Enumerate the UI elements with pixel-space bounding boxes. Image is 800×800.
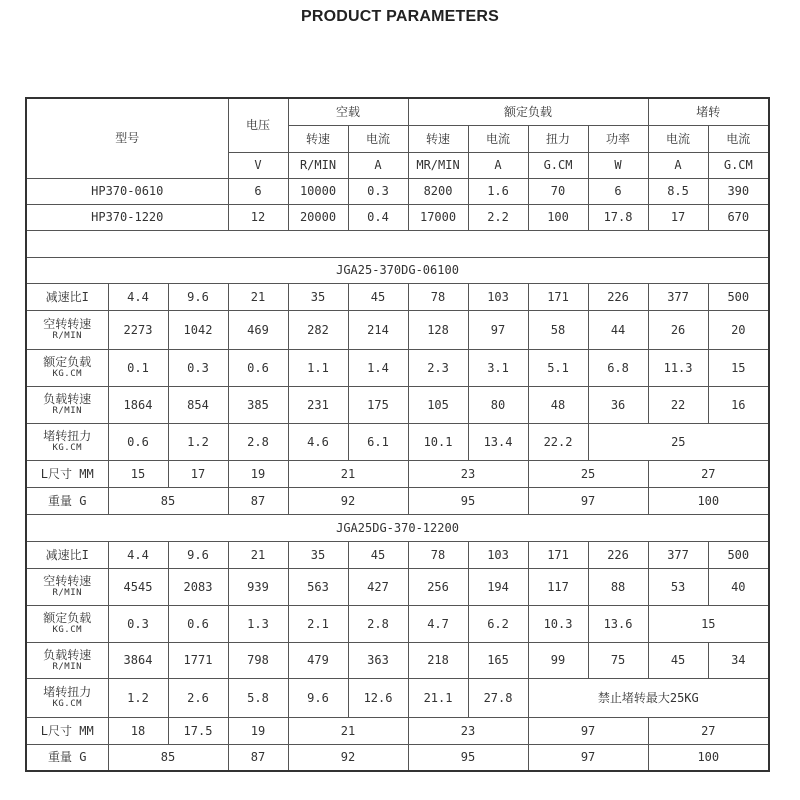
row-label: 减速比I xyxy=(26,283,108,310)
table-cell: 226 xyxy=(588,283,648,310)
table-cell: 58 xyxy=(528,310,588,349)
row-label-unit: KG.CM xyxy=(52,699,83,709)
stall-header: 堵转 xyxy=(648,98,769,125)
table-cell: 85 xyxy=(108,744,228,771)
table-cell: 117 xyxy=(528,568,588,605)
model-header: 型号 xyxy=(26,98,228,178)
table-cell: 16 xyxy=(708,386,769,423)
table-cell: 103 xyxy=(468,541,528,568)
table-cell: 22 xyxy=(648,386,708,423)
table-cell: 21 xyxy=(228,283,288,310)
table-cell: 563 xyxy=(288,568,348,605)
table-cell: 44 xyxy=(588,310,648,349)
table-cell: 23 xyxy=(408,460,528,487)
table-cell: 10.3 xyxy=(528,605,588,642)
table-cell: 22.2 xyxy=(528,423,588,460)
table-cell: 21 xyxy=(288,717,408,744)
table-cell: 21 xyxy=(288,460,408,487)
row-label-unit: KG.CM xyxy=(52,443,83,453)
table-cell: 13.6 xyxy=(588,605,648,642)
table-cell: 34 xyxy=(708,642,769,678)
table-cell: 282 xyxy=(288,310,348,349)
table-cell: 78 xyxy=(408,283,468,310)
page-title: PRODUCT PARAMETERS xyxy=(301,8,499,25)
table-cell: 2273 xyxy=(108,310,168,349)
table-cell: 256 xyxy=(408,568,468,605)
table-cell: 194 xyxy=(468,568,528,605)
unit-cell: G.CM xyxy=(708,152,769,178)
table-cell: 35 xyxy=(288,283,348,310)
row-label: L尺寸 MM xyxy=(26,717,108,744)
table-cell: 17 xyxy=(168,460,228,487)
table-cell: 4.6 xyxy=(288,423,348,460)
row-label-unit: R/MIN xyxy=(52,331,83,341)
table-cell: 385 xyxy=(228,386,288,423)
row-label-text: 堵转扭力 xyxy=(43,429,92,443)
ratio-row xyxy=(26,283,769,310)
table-cell: 97 xyxy=(528,744,648,771)
weight-row xyxy=(26,487,769,514)
table-cell: 6 xyxy=(588,178,648,204)
table-cell: 175 xyxy=(348,386,408,423)
table-cell: 48 xyxy=(528,386,588,423)
length-row xyxy=(26,460,769,487)
weight-row xyxy=(26,744,769,771)
sub-header: 电流 xyxy=(708,125,769,152)
table-cell: 2.1 xyxy=(288,605,348,642)
table-cell: 500 xyxy=(708,283,769,310)
motor-model: HP370-0610 xyxy=(26,178,228,204)
unit-cell: A xyxy=(348,152,408,178)
table-cell: 231 xyxy=(288,386,348,423)
row-label-unit: R/MIN xyxy=(52,406,83,416)
table-cell: 19 xyxy=(228,460,288,487)
table-cell: 85 xyxy=(108,487,228,514)
table-cell: 27 xyxy=(648,460,769,487)
table-cell: 10.1 xyxy=(408,423,468,460)
table-cell: 3.1 xyxy=(468,349,528,386)
sub-header: 扭力 xyxy=(528,125,588,152)
table-cell: 17.5 xyxy=(168,717,228,744)
table-cell: 427 xyxy=(348,568,408,605)
table-cell: 4.7 xyxy=(408,605,468,642)
row-label-unit: R/MIN xyxy=(52,588,83,598)
no-load-speed-row xyxy=(26,310,769,349)
row-label-text: 负载转速 xyxy=(43,392,92,406)
table-cell: 390 xyxy=(708,178,769,204)
row-label xyxy=(26,642,108,678)
row-label-unit: R/MIN xyxy=(52,661,83,672)
table-cell: 363 xyxy=(348,642,408,678)
table-cell: 1864 xyxy=(108,386,168,423)
row-label xyxy=(26,568,108,605)
table-cell: 1042 xyxy=(168,310,228,349)
table-cell: 87 xyxy=(228,744,288,771)
table-cell: 19 xyxy=(228,717,288,744)
table-cell: 9.6 xyxy=(288,678,348,717)
sub-header: 转速 xyxy=(288,125,348,152)
length-row xyxy=(26,717,769,744)
table-cell: 0.6 xyxy=(228,349,288,386)
stall-torque-row xyxy=(26,678,769,717)
table-cell: 35 xyxy=(288,541,348,568)
load-speed-row xyxy=(26,642,769,678)
table-cell: 80 xyxy=(468,386,528,423)
table-cell: 95 xyxy=(408,744,528,771)
table-cell: 171 xyxy=(528,541,588,568)
rated-load-header: 额定负载 xyxy=(408,98,648,125)
table-cell: 8200 xyxy=(408,178,468,204)
table-cell: 171 xyxy=(528,283,588,310)
table-cell: 214 xyxy=(348,310,408,349)
row-label xyxy=(26,386,108,423)
table-cell: 670 xyxy=(708,204,769,230)
row-label-text: 额定负载 xyxy=(43,355,92,369)
table-cell: 939 xyxy=(228,568,288,605)
table-cell: 21 xyxy=(228,541,288,568)
table-cell: 12 xyxy=(228,204,288,230)
table-cell: 17.8 xyxy=(588,204,648,230)
table-cell: 27 xyxy=(648,717,769,744)
gearbox-title-row xyxy=(26,514,769,541)
table-cell: 10000 xyxy=(288,178,348,204)
rated-load-row xyxy=(26,605,769,642)
row-label-text: 空转转速 xyxy=(43,317,92,331)
table-cell: 53 xyxy=(648,568,708,605)
unit-cell: R/MIN xyxy=(288,152,348,178)
row-label-unit: KG.CM xyxy=(52,369,83,379)
table-cell: 11.3 xyxy=(648,349,708,386)
table-cell: 15 xyxy=(108,460,168,487)
table-cell: 40 xyxy=(708,568,769,605)
table-cell: 95 xyxy=(408,487,528,514)
sub-header: 功率 xyxy=(588,125,648,152)
table-cell: 45 xyxy=(348,541,408,568)
table-cell: 45 xyxy=(348,283,408,310)
unit-cell: A xyxy=(468,152,528,178)
table-cell: 4.4 xyxy=(108,283,168,310)
table-cell: 17000 xyxy=(408,204,468,230)
table-cell: 100 xyxy=(528,204,588,230)
ratio-row xyxy=(26,541,769,568)
table-cell: 165 xyxy=(468,642,528,678)
table-cell: 78 xyxy=(408,541,468,568)
table-cell: 6.8 xyxy=(588,349,648,386)
table-cell: 2.8 xyxy=(228,423,288,460)
motor-row xyxy=(26,178,769,204)
table-cell: 3864 xyxy=(108,642,168,678)
sub-header: 电流 xyxy=(348,125,408,152)
table-cell: 1.4 xyxy=(348,349,408,386)
table-cell: 27.8 xyxy=(468,678,528,717)
motor-model: HP370-1220 xyxy=(26,204,228,230)
table-cell: 6.1 xyxy=(348,423,408,460)
table-cell: 0.3 xyxy=(108,605,168,642)
table-cell: 105 xyxy=(408,386,468,423)
table-cell: 18 xyxy=(108,717,168,744)
row-label-text: 空转转速 xyxy=(43,574,92,588)
table-cell: 36 xyxy=(588,386,648,423)
table-cell: 5.1 xyxy=(528,349,588,386)
table-cell: 12.6 xyxy=(348,678,408,717)
table-cell: 17 xyxy=(648,204,708,230)
table-cell: 88 xyxy=(588,568,648,605)
motor-row xyxy=(26,204,769,230)
table-cell: 226 xyxy=(588,541,648,568)
table-cell: 75 xyxy=(588,642,648,678)
row-label: 重量 G xyxy=(26,744,108,771)
table-cell: 377 xyxy=(648,541,708,568)
unit-cell: MR/MIN xyxy=(408,152,468,178)
sub-header: 电流 xyxy=(468,125,528,152)
row-label xyxy=(26,349,108,386)
table-cell: 26 xyxy=(648,310,708,349)
row-label xyxy=(26,310,108,349)
table-cell: 45 xyxy=(648,642,708,678)
table-cell: 6 xyxy=(228,178,288,204)
table-cell: 92 xyxy=(288,487,408,514)
merged-cell: 15 xyxy=(648,605,769,642)
table-cell: 9.6 xyxy=(168,541,228,568)
row-label-text: 负载转速 xyxy=(43,647,92,662)
sub-header: 电流 xyxy=(648,125,708,152)
stall-note: 禁止堵转最大25KG xyxy=(528,678,769,717)
table-cell: 218 xyxy=(408,642,468,678)
row-label-unit: KG.CM xyxy=(52,625,83,635)
table-cell: 2083 xyxy=(168,568,228,605)
table-cell: 15 xyxy=(708,349,769,386)
table-cell: 97 xyxy=(528,487,648,514)
table-cell: 2.8 xyxy=(348,605,408,642)
table-cell: 0.3 xyxy=(348,178,408,204)
table-cell: 0.1 xyxy=(108,349,168,386)
voltage-header: 电压 xyxy=(228,98,288,152)
gearbox-title: JGA25-370DG-06100 xyxy=(26,257,769,283)
merged-cell: 25 xyxy=(588,423,769,460)
table-cell: 20 xyxy=(708,310,769,349)
separator-row xyxy=(26,230,769,257)
table-cell: 8.5 xyxy=(648,178,708,204)
table-cell: 92 xyxy=(288,744,408,771)
table-cell: 1.1 xyxy=(288,349,348,386)
no-load-header: 空载 xyxy=(288,98,408,125)
table-cell: 100 xyxy=(648,744,769,771)
table-cell: 20000 xyxy=(288,204,348,230)
table-cell: 13.4 xyxy=(468,423,528,460)
row-label xyxy=(26,678,108,717)
table-cell: 5.8 xyxy=(228,678,288,717)
unit-cell: V xyxy=(228,152,288,178)
row-label: L尺寸 MM xyxy=(26,460,108,487)
table-cell: 500 xyxy=(708,541,769,568)
table-cell: 103 xyxy=(468,283,528,310)
gearbox-title: JGA25DG-370-12200 xyxy=(26,514,769,541)
row-label xyxy=(26,423,108,460)
empty-cell xyxy=(26,230,769,257)
table-cell: 25 xyxy=(528,460,648,487)
table-cell: 87 xyxy=(228,487,288,514)
rated-load-row xyxy=(26,349,769,386)
row-label xyxy=(26,605,108,642)
table-cell: 1.6 xyxy=(468,178,528,204)
row-label: 重量 G xyxy=(26,487,108,514)
unit-cell: W xyxy=(588,152,648,178)
table-cell: 1771 xyxy=(168,642,228,678)
table-cell: 99 xyxy=(528,642,588,678)
table-cell: 479 xyxy=(288,642,348,678)
table-cell: 100 xyxy=(648,487,769,514)
sub-header: 转速 xyxy=(408,125,468,152)
table-cell: 4.4 xyxy=(108,541,168,568)
table-cell: 0.6 xyxy=(108,423,168,460)
table-cell: 128 xyxy=(408,310,468,349)
table-cell: 0.4 xyxy=(348,204,408,230)
table-cell: 97 xyxy=(528,717,648,744)
table-cell: 23 xyxy=(408,717,528,744)
table-cell: 9.6 xyxy=(168,283,228,310)
table-cell: 2.3 xyxy=(408,349,468,386)
table-cell: 2.2 xyxy=(468,204,528,230)
table-cell: 854 xyxy=(168,386,228,423)
unit-cell: G.CM xyxy=(528,152,588,178)
stall-torque-row xyxy=(26,423,769,460)
header-row-1 xyxy=(26,98,769,125)
table-cell: 1.2 xyxy=(108,678,168,717)
table-cell: 377 xyxy=(648,283,708,310)
table-cell: 4545 xyxy=(108,568,168,605)
table-cell: 70 xyxy=(528,178,588,204)
no-load-speed-row xyxy=(26,568,769,605)
row-label: 减速比I xyxy=(26,541,108,568)
table-cell: 0.6 xyxy=(168,605,228,642)
table-cell: 6.2 xyxy=(468,605,528,642)
table-cell: 1.3 xyxy=(228,605,288,642)
table-cell: 798 xyxy=(228,642,288,678)
table-cell: 2.6 xyxy=(168,678,228,717)
product-parameters-table xyxy=(25,97,770,772)
table-cell: 1.2 xyxy=(168,423,228,460)
load-speed-row xyxy=(26,386,769,423)
table-cell: 21.1 xyxy=(408,678,468,717)
table-cell: 97 xyxy=(468,310,528,349)
row-label-text: 额定负载 xyxy=(43,611,92,625)
unit-cell: A xyxy=(648,152,708,178)
gearbox-title-row xyxy=(26,257,769,283)
row-label-text: 堵转扭力 xyxy=(43,685,92,699)
table-cell: 469 xyxy=(228,310,288,349)
table-cell: 0.3 xyxy=(168,349,228,386)
